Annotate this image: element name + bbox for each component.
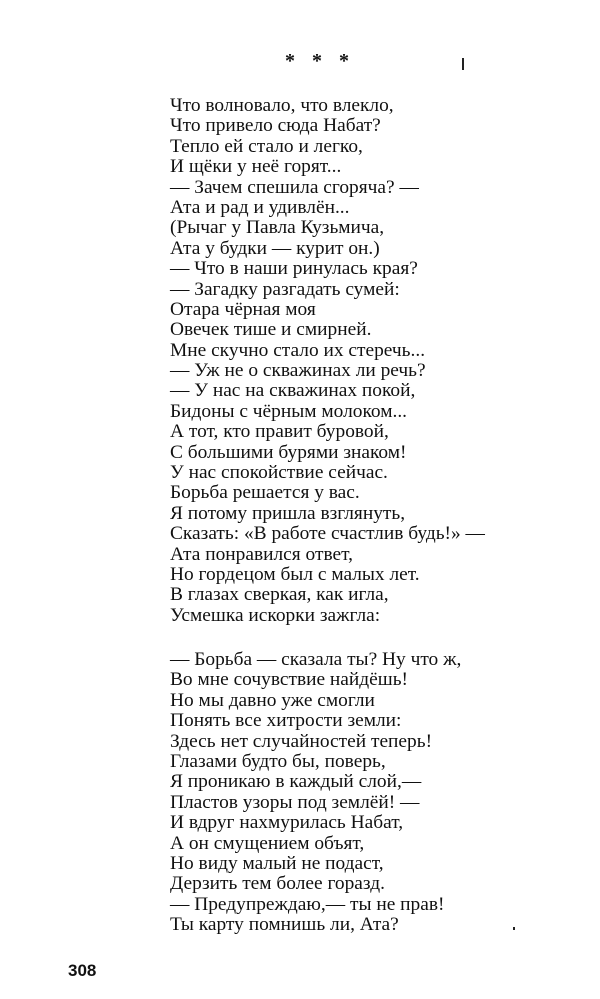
poem-line: Борьба решается у вас. bbox=[170, 482, 360, 504]
poem-line: И вдруг нахмурилась Набат, bbox=[170, 812, 404, 834]
poem-line: — Что в наши ринулась края? bbox=[170, 258, 418, 280]
poem-line: Что волновало, что влекло, bbox=[170, 95, 394, 116]
poem-line: Здесь нет случайностей теперь! bbox=[170, 730, 433, 752]
stanza bbox=[170, 96, 570, 626]
print-speck bbox=[513, 927, 515, 930]
poem-line: Бидоны с чёрным молоком... bbox=[170, 400, 408, 422]
poem-line: Но мы давно уже смогли bbox=[170, 689, 375, 711]
poem-line: Во мне сочувствие найдёшь! bbox=[170, 669, 408, 691]
poem-line: (Рычаг у Павла Кузьмича, bbox=[170, 217, 385, 239]
poem-line: Ата у будки — курит он.) bbox=[170, 237, 380, 259]
poem-line: — У нас на скважинах покой, bbox=[170, 380, 416, 402]
poem-line: — Предупреждаю,— ты не прав! bbox=[170, 893, 445, 915]
poem-line: — Уж не о скважинах ли речь? bbox=[170, 360, 426, 382]
page-number: 308 bbox=[68, 961, 97, 980]
poem-line: И щёки у неё горят... bbox=[170, 156, 342, 178]
poem-line: Мне скучно стало их стеречь... bbox=[170, 339, 426, 361]
poem-line: А он смущением объят, bbox=[170, 832, 365, 854]
poem-line: — Загадку разгадать сумей: bbox=[170, 278, 400, 300]
poem-line: Сказать: «В работе счастлив будь!» — bbox=[170, 523, 485, 545]
poem-line: Но виду малый не подаст, bbox=[170, 852, 384, 874]
poem-line: Усмешка искорки зажгла: bbox=[170, 604, 381, 626]
poem-line: Я потому пришла взглянуть, bbox=[170, 502, 406, 524]
print-speck bbox=[462, 58, 464, 70]
poem-line: Ата понравился ответ, bbox=[170, 543, 353, 565]
poem-line: В глазах сверкая, как игла, bbox=[170, 584, 389, 606]
poem-line: Понять все хитрости земли: bbox=[170, 710, 402, 732]
stanza bbox=[170, 650, 570, 935]
poem-line: Тепло ей стало и легко, bbox=[170, 135, 363, 157]
poem-line: У нас спокойствие сейчас. bbox=[170, 462, 388, 484]
poem-line: А тот, кто правит буровой, bbox=[170, 421, 389, 443]
poem-line: С большими бурями знаком! bbox=[170, 441, 407, 463]
poem-line: Глазами будто бы, поверь, bbox=[170, 750, 386, 772]
section-separator: * * * bbox=[285, 50, 355, 72]
poem-line: Пластов узоры под землёй! — bbox=[170, 791, 420, 813]
poem-line: Ты карту помнишь ли, Ата? bbox=[170, 914, 399, 936]
poem-line: — Зачем спешила сгоряча? — bbox=[170, 176, 419, 198]
poem-line: Что привело сюда Набат? bbox=[170, 115, 381, 137]
poem-line: Отара чёрная моя bbox=[170, 298, 316, 320]
poem-line: Ата и рад и удивлён... bbox=[170, 196, 350, 218]
poem-line: Дерзить тем более горазд. bbox=[170, 873, 385, 895]
poem-line: Но гордецом был с малых лет. bbox=[170, 563, 420, 585]
poem-line: — Борьба — сказала ты? Ну что ж, bbox=[170, 649, 462, 670]
poem-line: Я проникаю в каждый слой,— bbox=[170, 771, 422, 793]
poem-line: Овечек тише и смирней. bbox=[170, 319, 372, 341]
